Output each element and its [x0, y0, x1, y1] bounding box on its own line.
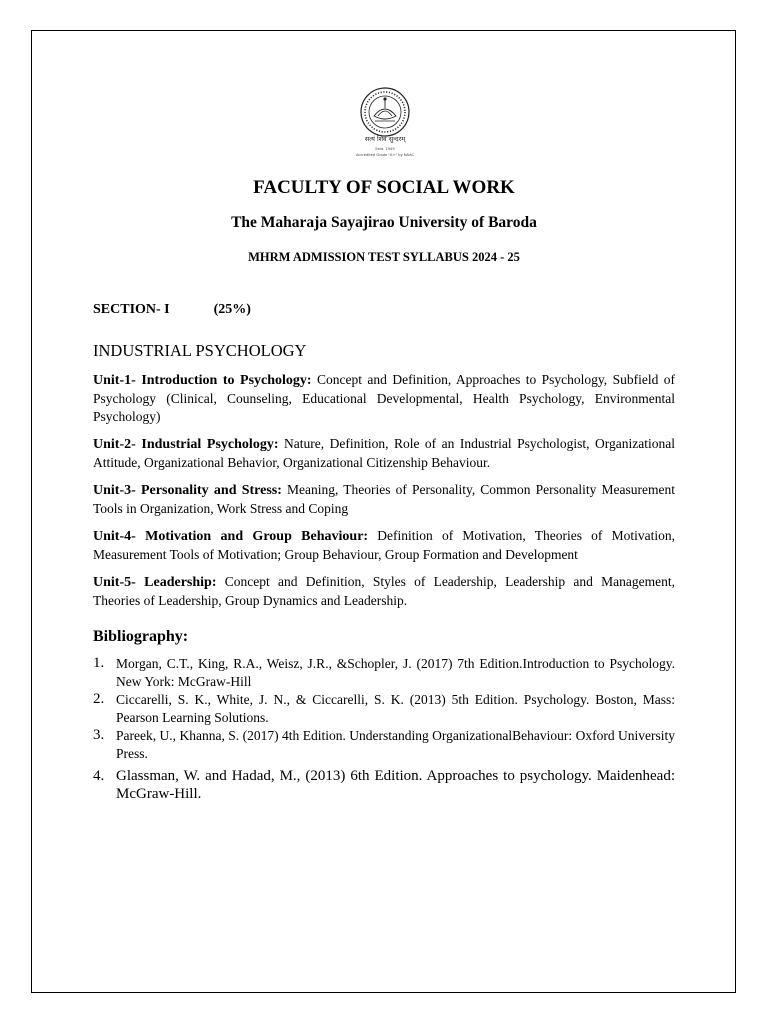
university-name: The Maharaja Sayajirao University of Baroda: [231, 214, 537, 231]
item-text: Glassman, W. and Hadad, M., (2013) 6th Edition. Approaches to psychology. Maidenhead: McGraw-Hill.: [116, 768, 675, 802]
bibliography-list: [93, 655, 675, 803]
unit-1: [93, 371, 675, 426]
unit-4: [93, 527, 675, 564]
unit-title: Unit-1- Introduction to Psychology:: [93, 373, 312, 388]
unit-text: Concept and Definition, Styles of Leadership, Leadership and Management, Theories of Leadership, Group Dynamics and Leadership.: [93, 574, 675, 608]
unit-3: [93, 481, 675, 518]
section-number: SECTION- I: [93, 302, 170, 317]
unit-text: Nature, Definition, Role of an Industrial Psychologist, Organizational Attitude, Organizational Behavior, Organizational Citizenship Behaviour.: [93, 436, 675, 470]
unit-text: Meaning, Theories of Personality, Common Personality Measurement Tools in Organization, Work Stress and Coping: [93, 482, 676, 516]
section-weight: (25%): [213, 302, 251, 317]
bibliography-item: [93, 727, 675, 762]
svg-text:सत्यं शिवं सुन्दरम्: सत्यं शिवं सुन्दरम्: [364, 135, 406, 143]
subject-heading: INDUSTRIAL PSYCHOLOGY: [93, 341, 307, 360]
svg-text:Accredited Grade "A+" by NAAC: Accredited Grade "A+" by NAAC: [356, 153, 414, 157]
seal-icon: [346, 86, 424, 160]
bibliography-heading: Bibliography:: [93, 628, 189, 645]
unit-text: Definition of Motivation, Theories of Motivation, Measurement Tools of Motivation; Group Behaviour, Group Formation and Development: [93, 528, 676, 562]
item-text: Morgan, C.T., King, R.A., Weisz, J.R., &Schopler, J. (2017) 7th Edition.Introduction to Psychology. New York: McGraw-Hill: [116, 656, 675, 689]
unit-5: [93, 573, 675, 610]
syllabus-title: MHRM ADMISSION TEST SYLLABUS 2024 - 25: [248, 250, 520, 264]
bibliography-item: [93, 767, 675, 803]
svg-text:Estd. 1949: Estd. 1949: [375, 147, 395, 151]
item-number: 2.: [93, 691, 105, 707]
unit-title: Unit-5- Leadership:: [93, 575, 217, 590]
item-number: 1.: [93, 655, 105, 671]
faculty-title: FACULTY OF SOCIAL WORK: [253, 177, 515, 198]
unit-title: Unit-2- Industrial Psychology:: [93, 437, 279, 452]
item-text: Ciccarelli, S. K., White, J. N., & Ciccarelli, S. K. (2013) 5th Edition. Psychology. Boston, Mass: Pearson Learning Solutions.: [116, 692, 675, 725]
item-number: 4.: [93, 768, 105, 784]
university-seal-logo: [346, 86, 424, 160]
item-number: 3.: [93, 727, 105, 743]
unit-title: Unit-3- Personality and Stress:: [93, 483, 282, 498]
unit-text: Concept and Definition, Approaches to Psychology, Subfield of Psychology (Clinical, Counseling, Educational Developmental, Health Psychology, Environmental Psychology): [93, 372, 675, 424]
unit-2: [93, 435, 675, 472]
bibliography-item: [93, 655, 675, 690]
section-label: [93, 302, 251, 318]
unit-title: Unit-4- Motivation and Group Behaviour:: [93, 529, 369, 544]
bibliography-item: [93, 691, 675, 726]
item-text: Pareek, U., Khanna, S. (2017) 4th Edition. Understanding OrganizationalBehaviour: Oxford University Press.: [116, 728, 675, 761]
syllabus-content: [93, 341, 675, 804]
